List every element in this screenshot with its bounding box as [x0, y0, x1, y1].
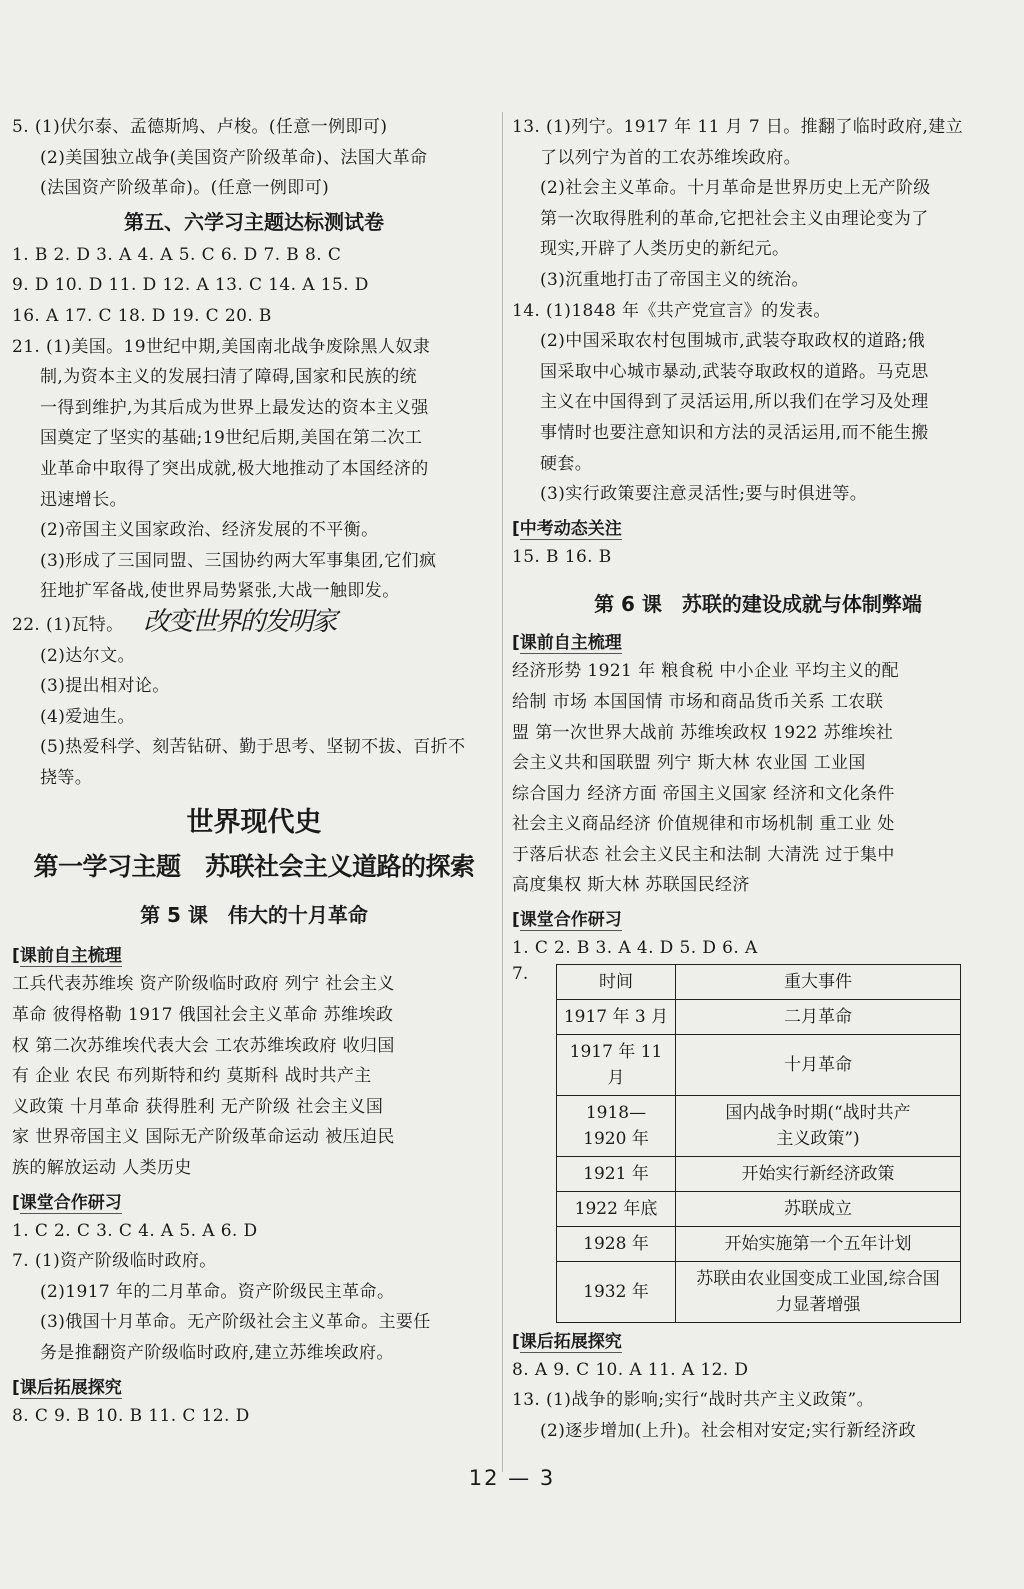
table-cell-time: 1918— 1920 年	[557, 1095, 676, 1156]
text-line: 1. C 2. C 3. C 4. A 5. A 6. D	[12, 1220, 258, 1241]
text-line: 高度集权 斯大林 苏联国民经济	[512, 875, 750, 896]
text-line: 一得到维护,为其后成为世界上最发达的资本主义强	[40, 397, 429, 418]
text-line: 经济形势 1921 年 粮食税 中小企业 平均主义的配	[512, 661, 900, 682]
table-header-row	[557, 964, 961, 999]
answer-q13	[512, 112, 1004, 296]
text-line: 革命 彼得格勒 1917 俄国社会主义革命 苏维埃政	[12, 1005, 394, 1026]
section-header-after	[12, 1375, 496, 1401]
table-cell-time: 1917 年 3 月	[557, 999, 676, 1034]
table-row	[557, 1034, 961, 1095]
table-row	[557, 1261, 961, 1322]
table-cell-event: 十月革命	[676, 1034, 961, 1095]
text-line: 家 世界帝国主义 国际无产阶级革命运动 被压迫民	[12, 1127, 395, 1148]
text-line: 14. (1)1848 年《共产党宣言》的发表。	[512, 300, 831, 321]
table-cell-time: 1928 年	[557, 1226, 676, 1261]
text-line: (2)社会主义革命。十月革命是世界历史上无产阶级	[540, 178, 931, 199]
pre-study-list	[12, 969, 496, 1183]
section-label: 课后拓展探究	[519, 1331, 622, 1352]
text-line: 综合国力 经济方面 帝国主义国家 经济和文化条件	[512, 783, 895, 804]
section-header-pre	[12, 943, 496, 969]
section-header-after	[512, 1329, 1004, 1355]
answer-q14	[512, 296, 1004, 510]
text-line: 8. A 9. C 10. A 11. A 12. D	[512, 1359, 749, 1380]
text-line: 硬套。	[540, 453, 593, 474]
text-line: 工兵代表苏维埃 资产阶级临时政府 列宁 社会主义	[12, 974, 395, 995]
text-line: 主义在中国得到了灵活运用,所以我们在学习及处理	[540, 392, 929, 413]
text-line: 族的解放运动 人类历史	[12, 1158, 192, 1179]
text-line: (4)爱迪生。	[40, 706, 135, 727]
table-cell-event: 苏联由农业国变成工业国,综合国 力显著增强	[676, 1261, 961, 1322]
text-line: 13. (1)列宁。1917 年 11 月 7 日。推翻了临时政府,建立	[512, 117, 964, 137]
table-cell-event: 二月革命	[676, 999, 961, 1034]
text-line: 7. (1)资产阶级临时政府。	[12, 1251, 217, 1272]
section-header-class	[512, 907, 1004, 933]
text-line: (3)提出相对论。	[40, 676, 170, 697]
text-line: (2)美国独立战争(美国资产阶级革命)、法国大革命	[40, 147, 428, 168]
table-cell-time: 1917 年 11 月	[557, 1034, 676, 1095]
after-study-list	[512, 1355, 1004, 1447]
test-title: 第五、六学习主题达标测试卷	[124, 209, 384, 234]
left-column	[12, 112, 496, 1431]
text-line: (2)逐步增加(上升)。社会相对安定;实行新经济政	[540, 1420, 917, 1441]
text-line: 制,为资本主义的发展扫清了障碍,国家和民族的统	[40, 367, 418, 388]
section-label: 课堂合作研习	[519, 910, 622, 931]
text-line: 第一次取得胜利的革命,它把社会主义由理论变为了	[540, 208, 929, 229]
table-row	[557, 1226, 961, 1261]
table-row	[557, 1156, 961, 1191]
q7-label: 7.	[512, 963, 529, 984]
table-cell-event: 开始实行新经济政策	[676, 1156, 961, 1191]
table-row	[557, 1191, 961, 1226]
answer-q21	[12, 332, 496, 607]
text-line: 给制 市场 本国国情 市场和商品货币关系 工农联	[512, 691, 884, 712]
text-line: (3)沉重地打击了帝国主义的统治。	[540, 269, 809, 290]
column-divider	[502, 112, 503, 1472]
text-line: 现实,开辟了人类历史的新纪元。	[540, 239, 790, 260]
text-line: (2)中国采取农村包围城市,武装夺取政权的道路;俄	[540, 331, 926, 352]
text-line: 于落后状态 社会主义民主和法制 大清洗 过于集中	[512, 844, 895, 865]
text-line: 15. B 16. B	[512, 546, 612, 567]
text-line: 社会主义商品经济 价值规律和市场机制 重工业 处	[512, 814, 895, 835]
text-line: 有 企业 农民 布列斯特和约 莫斯科 战时共产主	[12, 1066, 372, 1087]
handwritten-note: 改变世界的发明家	[143, 606, 336, 637]
text-line: (2)1917 年的二月革命。资产阶级民主革命。	[40, 1281, 395, 1302]
table-cell-event: 苏联成立	[676, 1191, 961, 1226]
text-line: 挠等。	[40, 767, 93, 788]
text-line: 16. A 17. C 18. D 19. C 20. B	[12, 305, 272, 326]
text-line: 国奠定了坚实的基础;19世纪后期,美国在第二次工	[40, 428, 423, 449]
text-line: 义政策 十月革命 获得胜利 无产阶级 社会主义国	[12, 1096, 384, 1117]
table-header-cell: 时间	[557, 964, 676, 999]
text-line: 1. B 2. D 3. A 4. A 5. C 6. D 7. B 8. C	[12, 244, 342, 265]
part-title: 世界现代史	[186, 807, 322, 839]
pre-study-list	[512, 656, 1004, 901]
text-line: 5. (1)伏尔泰、孟德斯鸠、卢梭。(任意一例即可)	[12, 117, 388, 137]
table-cell-event: 国内战争时期(“战时共产 主义政策”)	[676, 1095, 961, 1156]
section-header-pre	[512, 630, 1004, 656]
theme-title: 第一学习主题 苏联社会主义道路的探索	[33, 852, 475, 882]
section-header-class	[12, 1190, 496, 1216]
text-line: 事情时也要注意知识和方法的灵活运用,而不能生搬	[540, 422, 929, 443]
section-label: 课前自主梳理	[519, 633, 622, 654]
table-row	[557, 1095, 961, 1156]
right-column	[512, 112, 1004, 1446]
text-line: 狂地扩军备战,使世界局势紧张,大战一触即发。	[40, 581, 400, 602]
text-line: 21. (1)美国。19世纪中期,美国南北战争废除黑人奴隶	[12, 336, 431, 357]
class-study-list	[12, 1216, 496, 1369]
answer-key	[12, 240, 496, 332]
table-cell-time: 1922 年底	[557, 1191, 676, 1226]
page-number: 12 — 3	[468, 1466, 556, 1490]
text-line: (2)达尔文。	[40, 645, 135, 666]
q7-block	[512, 964, 1004, 1323]
table-header-cell: 重大事件	[676, 964, 961, 999]
answer-q22	[12, 607, 496, 794]
text-line: 权 第二次苏维埃代表大会 工农苏维埃政府 收归国	[12, 1035, 395, 1056]
section-header-exam	[512, 516, 1004, 542]
lesson6-title: 第 6 课 苏联的建设成就与体制弊端	[594, 592, 922, 617]
section-label: 中考动态关注	[519, 518, 622, 539]
lesson5-title: 第 5 课 伟大的十月革命	[140, 903, 368, 928]
text-line: 迅速增长。	[40, 489, 127, 510]
text-line: 8. C 9. B 10. B 11. C 12. D	[12, 1405, 250, 1426]
answer-q5	[12, 112, 496, 204]
text-line: 了以列宁为首的工农苏维埃政府。	[540, 147, 801, 168]
table-cell-time: 1921 年	[557, 1156, 676, 1191]
text-line: 务是推翻资产阶级临时政府,建立苏维埃政府。	[40, 1343, 394, 1363]
section-label: 课堂合作研习	[19, 1192, 122, 1213]
text-line: 13. (1)战争的影响;实行“战时共产主义政策”。	[512, 1390, 875, 1411]
text-line: 业革命中取得了突出成就,极大地推动了本国经济的	[40, 458, 429, 479]
section-label: 课后拓展探究	[19, 1377, 122, 1398]
text-line: (3)俄国十月革命。无产阶级社会主义革命。主要任	[40, 1312, 431, 1333]
q22-first: 22. (1)瓦特。	[12, 614, 124, 635]
text-line: (5)热爱科学、刻苦钻研、勤于思考、坚韧不拔、百折不	[40, 737, 466, 758]
table-cell-time: 1932 年	[557, 1261, 676, 1322]
table-row	[557, 999, 961, 1034]
text-line: (3)实行政策要注意灵活性;要与时俱进等。	[540, 484, 868, 505]
section-label: 课前自主梳理	[19, 946, 122, 967]
text-line: 9. D 10. D 11. D 12. A 13. C 14. A 15. D	[12, 275, 369, 296]
text-line: (2)帝国主义国家政治、经济发展的不平衡。	[40, 520, 379, 541]
text-line: 会主义共和国联盟 列宁 斯大林 农业国 工业国	[512, 753, 866, 774]
text-line: (3)形成了三国同盟、三国协约两大军事集团,它们疯	[40, 550, 437, 571]
text-line: 盟 第一次世界大战前 苏维埃政权 1922 苏维埃社	[512, 722, 894, 743]
text-line: 1. C 2. B 3. A 4. D 5. D 6. A	[512, 938, 758, 959]
text-line: 国采取中心城市暴动,武装夺取政权的道路。马克思	[540, 361, 929, 382]
table-cell-event: 开始实施第一个五年计划	[676, 1226, 961, 1261]
text-line: (法国资产阶级革命)。(任意一例即可)	[40, 178, 330, 199]
events-table	[556, 964, 961, 1323]
text-line	[12, 607, 496, 641]
